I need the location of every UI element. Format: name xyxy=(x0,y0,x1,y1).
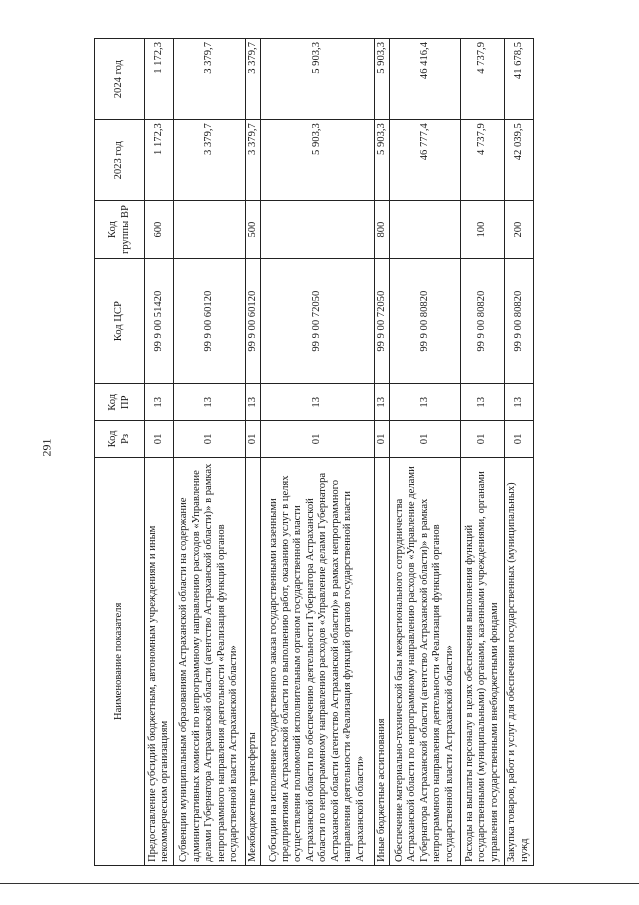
row-2024: 3 379,7 xyxy=(174,39,245,120)
row-pr: 13 xyxy=(260,384,374,421)
row-2024: 46 416,4 xyxy=(389,39,460,120)
row-2023: 3 379,7 xyxy=(245,120,260,201)
table-row xyxy=(260,39,374,866)
row-2024: 5 903,3 xyxy=(374,39,389,120)
row-name: Расходы на выплаты персоналу в целях обеспечения выполнения функций государственными (муниципальными) органами, казенными учреждениями, органами управления государственными внебюджетными фондами xyxy=(461,457,504,865)
header-rz: Код Рз xyxy=(95,421,145,458)
row-name: Иные бюджетные ассигнования xyxy=(374,457,389,865)
row-csr: 99 9 00 72050 xyxy=(260,258,374,384)
row-pr: 13 xyxy=(461,384,504,421)
header-2023: 2023 год xyxy=(95,120,145,201)
row-rz: 01 xyxy=(389,421,460,458)
row-2023: 46 777,4 xyxy=(389,120,460,201)
row-csr: 99 9 00 80820 xyxy=(389,258,460,384)
row-2024: 3 379,7 xyxy=(245,39,260,120)
header-csr: Код ЦСР xyxy=(95,258,145,384)
table-row xyxy=(245,39,260,866)
table-row xyxy=(145,39,174,866)
row-csr: 99 9 00 72050 xyxy=(374,258,389,384)
header-vr: Код группы ВР xyxy=(95,201,145,259)
row-name: Межбюджетные трансферты xyxy=(245,457,260,865)
row-vr: 500 xyxy=(245,201,260,259)
table-row xyxy=(504,39,533,866)
row-pr: 13 xyxy=(145,384,174,421)
row-vr: 600 xyxy=(145,201,174,259)
row-pr: 13 xyxy=(504,384,533,421)
row-2023: 5 903,3 xyxy=(260,120,374,201)
row-name: Субсидии на исполнение государственного заказа государственными казенными предприятиями Астраханской области по выполнению работ, оказанию услуг в целях осуществления полномочий исполнительным органом государственной власти Астраханской области по обеспечению деятельности Губернатора Астраханской области по непрограммному направлению расходов «Управление делами Губернатора Астраханской области (агентство Астраханской области)» в рамках непрограммного направления деятельности «Реализация функций органов государственной власти Астраханской области» xyxy=(260,457,374,865)
row-rz: 01 xyxy=(174,421,245,458)
row-rz: 01 xyxy=(504,421,533,458)
row-rz: 01 xyxy=(374,421,389,458)
row-name: Закупка товаров, работ и услуг для обеспечения государственных (муниципальных) нужд xyxy=(504,457,533,865)
row-pr: 13 xyxy=(374,384,389,421)
row-pr: 13 xyxy=(174,384,245,421)
row-pr: 13 xyxy=(389,384,460,421)
row-name: Субвенции муниципальным образованиям Астраханской области на содержание административных комиссий по непрограммному направлению расходов «Управление делами Губернатора Астраханской области (агентство Астраханской области)» в рамках непрограммного направления деятельности «Реализация функций органов государственной власти Астраханской области» xyxy=(174,457,245,865)
row-csr: 99 9 00 80820 xyxy=(504,258,533,384)
row-rz: 01 xyxy=(245,421,260,458)
row-2023: 1 172,3 xyxy=(145,120,174,201)
row-csr: 99 9 00 60120 xyxy=(245,258,260,384)
page-bottom-rule xyxy=(0,883,639,884)
header-pr: Код ПР xyxy=(95,384,145,421)
table-header-row xyxy=(95,39,145,866)
row-csr: 99 9 00 51420 xyxy=(145,258,174,384)
row-2023: 42 039,5 xyxy=(504,120,533,201)
row-csr: 99 9 00 60120 xyxy=(174,258,245,384)
row-2024: 41 678,5 xyxy=(504,39,533,120)
table-row xyxy=(389,39,460,866)
row-pr: 13 xyxy=(245,384,260,421)
row-name: Обеспечение материально-технической базы межрегионального сотрудничества Астраханской области по непрограммному направлению расходов «Управление делами Губернатора Астраханской области (агентство Астраханской области)» в рамках непрограммного направления деятельности «Реализация функций органов государственной власти Астраханской области» xyxy=(389,457,460,865)
row-rz: 01 xyxy=(145,421,174,458)
row-vr xyxy=(260,201,374,259)
row-vr: 200 xyxy=(504,201,533,259)
row-2024: 1 172,3 xyxy=(145,39,174,120)
table-row xyxy=(461,39,504,866)
row-vr: 100 xyxy=(461,201,504,259)
row-2023: 4 737,9 xyxy=(461,120,504,201)
row-name: Предоставление субсидий бюджетным, автономным учреждениям и иным некоммерческим организациям xyxy=(145,457,174,865)
row-2023: 3 379,7 xyxy=(174,120,245,201)
row-rz: 01 xyxy=(260,421,374,458)
table-row xyxy=(174,39,245,866)
row-csr: 99 9 00 80820 xyxy=(461,258,504,384)
row-2023: 5 903,3 xyxy=(374,120,389,201)
row-vr xyxy=(389,201,460,259)
rotated-table-container xyxy=(94,38,534,866)
row-vr: 800 xyxy=(374,201,389,259)
header-2024: 2024 год xyxy=(95,39,145,120)
header-name: Наименование показателя xyxy=(95,457,145,865)
page-number: 291 xyxy=(39,438,54,457)
row-2024: 5 903,3 xyxy=(260,39,374,120)
row-rz: 01 xyxy=(461,421,504,458)
table-row xyxy=(374,39,389,866)
row-2024: 4 737,9 xyxy=(461,39,504,120)
row-vr xyxy=(174,201,245,259)
budget-table xyxy=(94,38,534,866)
